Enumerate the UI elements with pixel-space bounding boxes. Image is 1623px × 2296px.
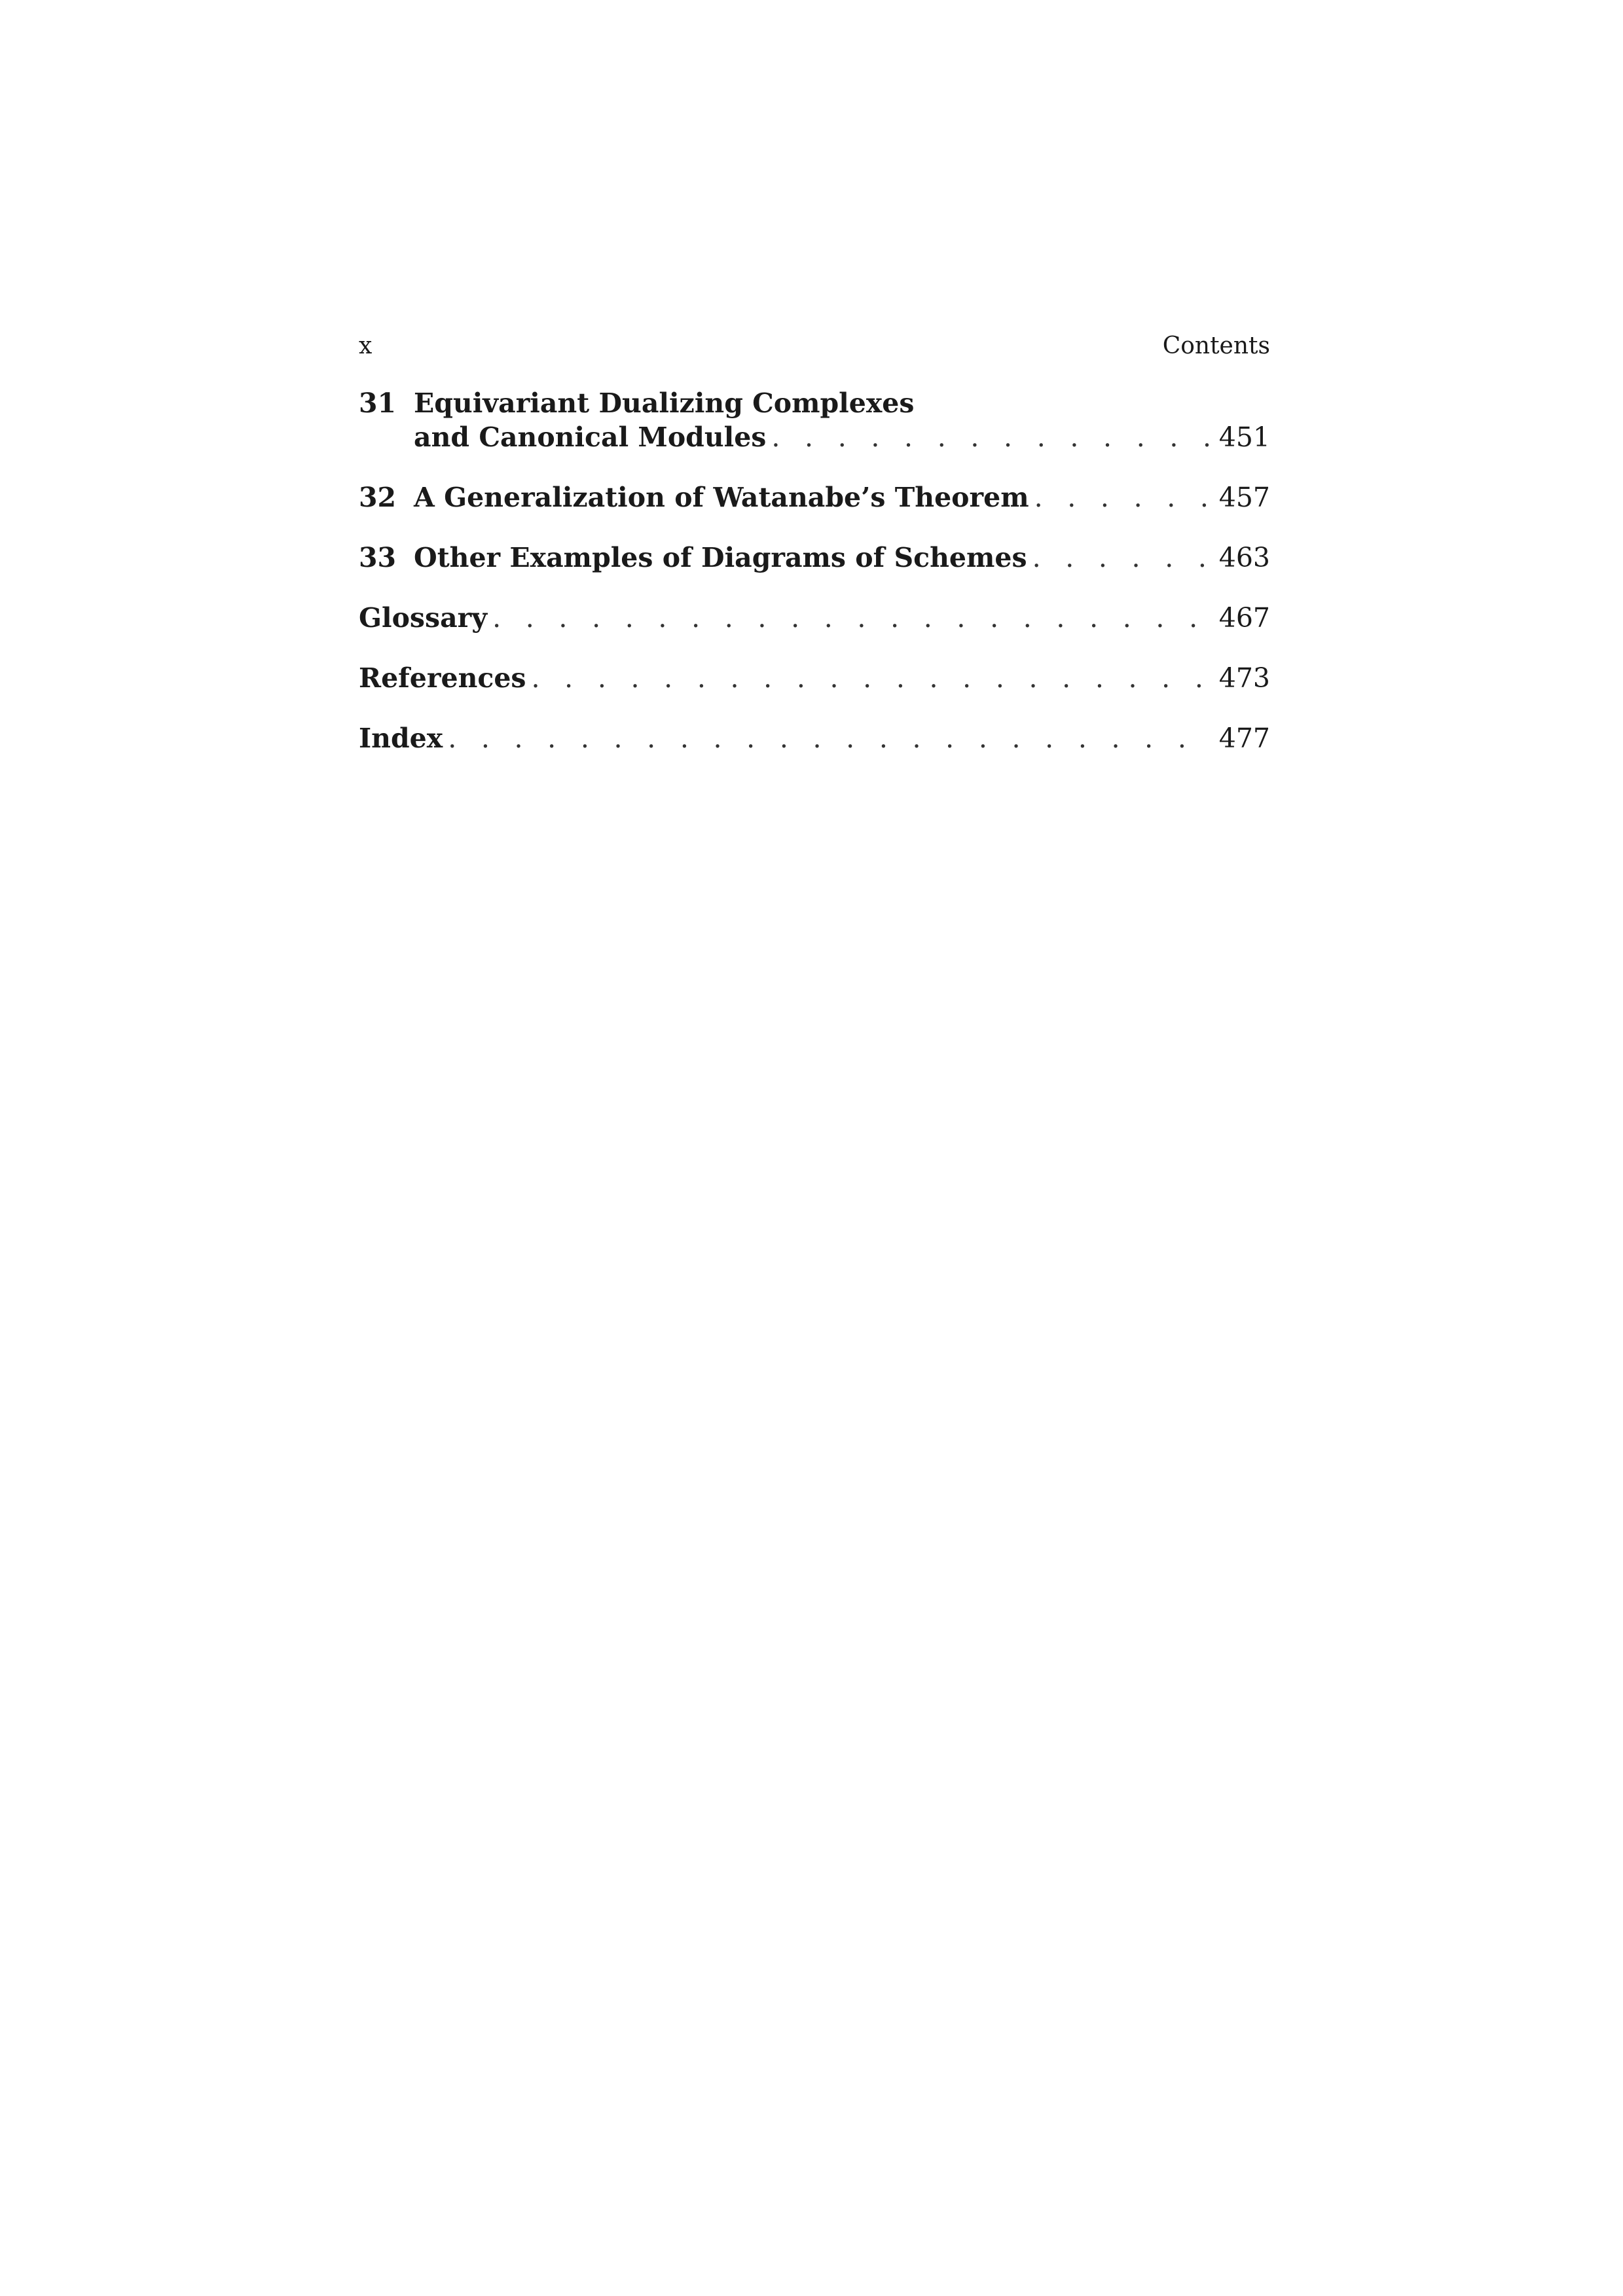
page-number: x [359,332,373,359]
toc-entry-index[interactable] [359,721,1270,755]
running-header [359,332,1270,368]
toc-entry-31-line1 [359,386,1270,420]
toc-entry-glossary[interactable] [359,601,1270,635]
toc-entry-glossary-line [359,601,1270,635]
dot-leader [526,661,1210,695]
toc-entry-index-line [359,721,1270,755]
page-ref: 473 [1218,662,1270,694]
toc-entry-33[interactable] [359,541,1270,575]
dot-leader [443,721,1210,755]
dot-leader [1029,480,1210,514]
chapter-number: 31 [359,387,397,419]
chapter-title: Other Examples of Diagrams of Schemes [414,542,1027,573]
dot-leader [487,601,1210,635]
running-title: Contents [1162,332,1270,359]
chapter-title-line2: and Canonical Modules [414,422,767,453]
table-of-contents [359,386,1270,755]
toc-entry-31[interactable] [359,386,1270,454]
toc-entry-references[interactable] [359,661,1270,695]
toc-entry-32[interactable] [359,480,1270,514]
toc-entry-32-line [359,480,1270,514]
toc-entry-33-line [359,541,1270,575]
toc-entry-31-line2 [359,420,1270,454]
page-ref: 451 [1218,422,1270,453]
chapter-number: 33 [359,542,397,573]
chapter-title-line1: Equivariant Dualizing Complexes [414,387,915,419]
chapter-title: A Generalization of Watanabe’s Theorem [414,482,1029,513]
page-ref: 457 [1218,482,1270,513]
chapter-number: 32 [359,482,397,513]
dot-leader [1027,541,1210,575]
section-title: Index [359,723,443,754]
dot-leader [766,420,1209,454]
page-ref: 477 [1218,723,1270,754]
page-ref: 467 [1218,602,1270,634]
toc-entry-references-line [359,661,1270,695]
page-ref: 463 [1218,542,1270,573]
section-title: Glossary [359,602,488,634]
section-title: References [359,662,526,694]
